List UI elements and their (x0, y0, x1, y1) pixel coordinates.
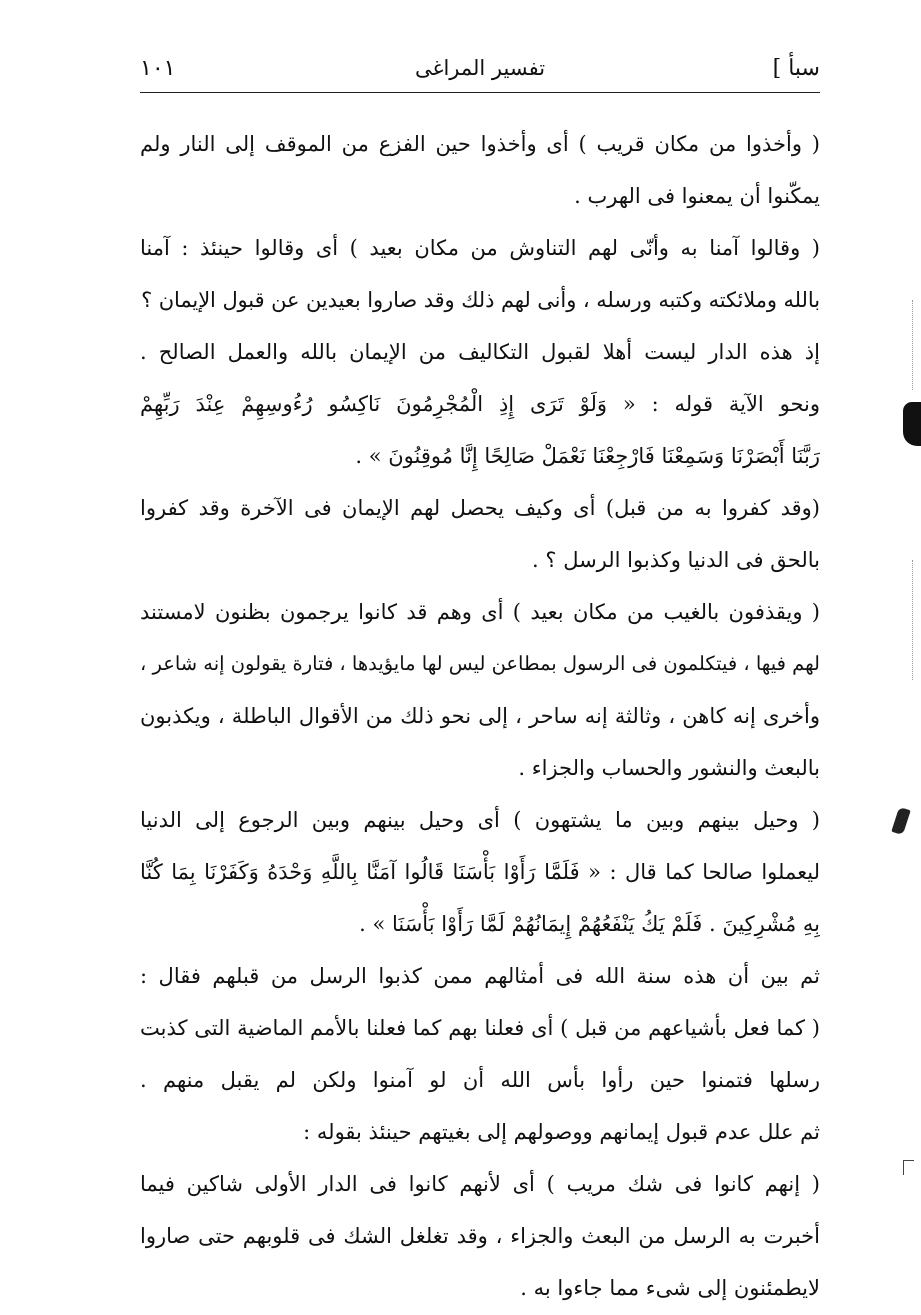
scan-speckle (912, 300, 916, 390)
text-line: ثم بين أن هذه سنة الله فى أمثالهم ممن كذبوا الرسل من قبلهم فقال : (140, 964, 820, 988)
text-line: ( كما فعل بأشياعهم من قبل ) أى فعلنا بهم كما فعلنا بالأمم الماضية التى كذبت (140, 1016, 820, 1040)
text-line: لهم فيها ، فيتكلمون فى الرسول بمطاعن ليس لها مايؤيدها ، فتارة يقولون إنه شاعر ، (140, 652, 820, 675)
page-body (140, 118, 820, 1314)
text-line: يمكّنوا أن يمعنوا فى الهرب . (574, 184, 820, 208)
text-line: بالحق فى الدنيا وكذبوا الرسل ؟ . (532, 548, 820, 572)
page-header (140, 44, 820, 92)
text-line: بالبعث والنشور والحساب والجزاء . (518, 756, 820, 780)
text-line: ( وحيل بينهم وبين ما يشتهون ) أى وحيل بينهم وبين الرجوع إلى الدنيا (140, 808, 820, 832)
text-line: ( ويقذفون بالغيب من مكان بعيد ) أى وهم قد كانوا يرجمون بظنون لامستند (140, 600, 820, 624)
text-line: ( وأخذوا من مكان قريب ) أى وأخذوا حين الفزع من الموقف إلى النار ولم (140, 132, 820, 156)
book-title: تفسير المراغى (414, 56, 546, 80)
scan-speckle (912, 560, 916, 680)
text-line: وأخرى إنه كاهن ، وثالثة إنه ساحر ، إلى نحو ذلك من الأقوال الباطلة ، ويكذبون (140, 704, 820, 728)
quran-verse-line: رَبَّنَا أَبْصَرْنَا وَسَمِعْنَا فَارْجِعْنَا نَعْمَلْ صَالِحًا إِنَّا مُوقِنُونَ » . (355, 444, 820, 468)
text-line: رسلها فتمنوا حين رأوا بأس الله أن لو آمنوا ولكن لم يقبل منهم . (140, 1068, 820, 1092)
text-line: لايطمئنون إلى شىء مما جاءوا به . (520, 1276, 820, 1300)
quran-verse-line: ليعملوا صالحا كما قال : « فَلَمَّا رَأَوْا بَأْسَنَا قَالُوا آمَنَّا بِاللَّهِ وَحْدَهُ وَكَفَرْنَا بِمَا كُنَّا (140, 860, 820, 884)
scan-edge-mark (891, 807, 910, 835)
scan-corner-mark (903, 1160, 914, 1175)
text-line: (وقد كفروا به من قبل) أى وكيف يحصل لهم الإيمان فى الآخرة وقد كفروا (140, 496, 820, 520)
surah-name: سبأ ] (772, 55, 820, 81)
text-line: إذ هذه الدار ليست أهلا لقبول التكاليف من الإيمان بالله والعمل الصالح . (140, 340, 820, 364)
text-line: ( إنهم كانوا فى شك مريب ) أى لأنهم كانوا فى الدار الأولى شاكين فيما (140, 1172, 820, 1196)
text-line: ( وقالوا آمنا به وأنّى لهم التناوش من مكان بعيد ) أى وقالوا حينئذ : آمنا (140, 236, 820, 260)
text-line: ثم علل عدم قبول إيمانهم ووصولهم إلى بغيتهم حينئذ بقوله : (303, 1120, 820, 1144)
page-number: ١٠١ (140, 55, 176, 81)
quran-verse-line: ونحو الآية قوله : « وَلَوْ تَرَى إِذِ الْمُجْرِمُونَ نَاكِسُو رُءُوسِهِمْ عِنْدَ رَبِّهِمْ (140, 392, 820, 416)
text-line: بالله وملائكته وكتبه ورسله ، وأنى لهم ذلك وقد صاروا بعيدين عن قبول الإيمان ؟ (141, 288, 820, 312)
quran-verse-line: بِهِ مُشْرِكِينَ . فَلَمْ يَكُ يَنْفَعُهُمْ إِيمَانُهُمْ لَمَّا رَأَوْا بَأْسَنَا » . (359, 912, 820, 936)
scan-edge-mark (903, 402, 921, 446)
text-line: أخبرت به الرسل من البعث والجزاء ، وقد تغلغل الشك فى قلوبهم حتى صاروا (140, 1224, 820, 1248)
header-divider (140, 92, 820, 93)
